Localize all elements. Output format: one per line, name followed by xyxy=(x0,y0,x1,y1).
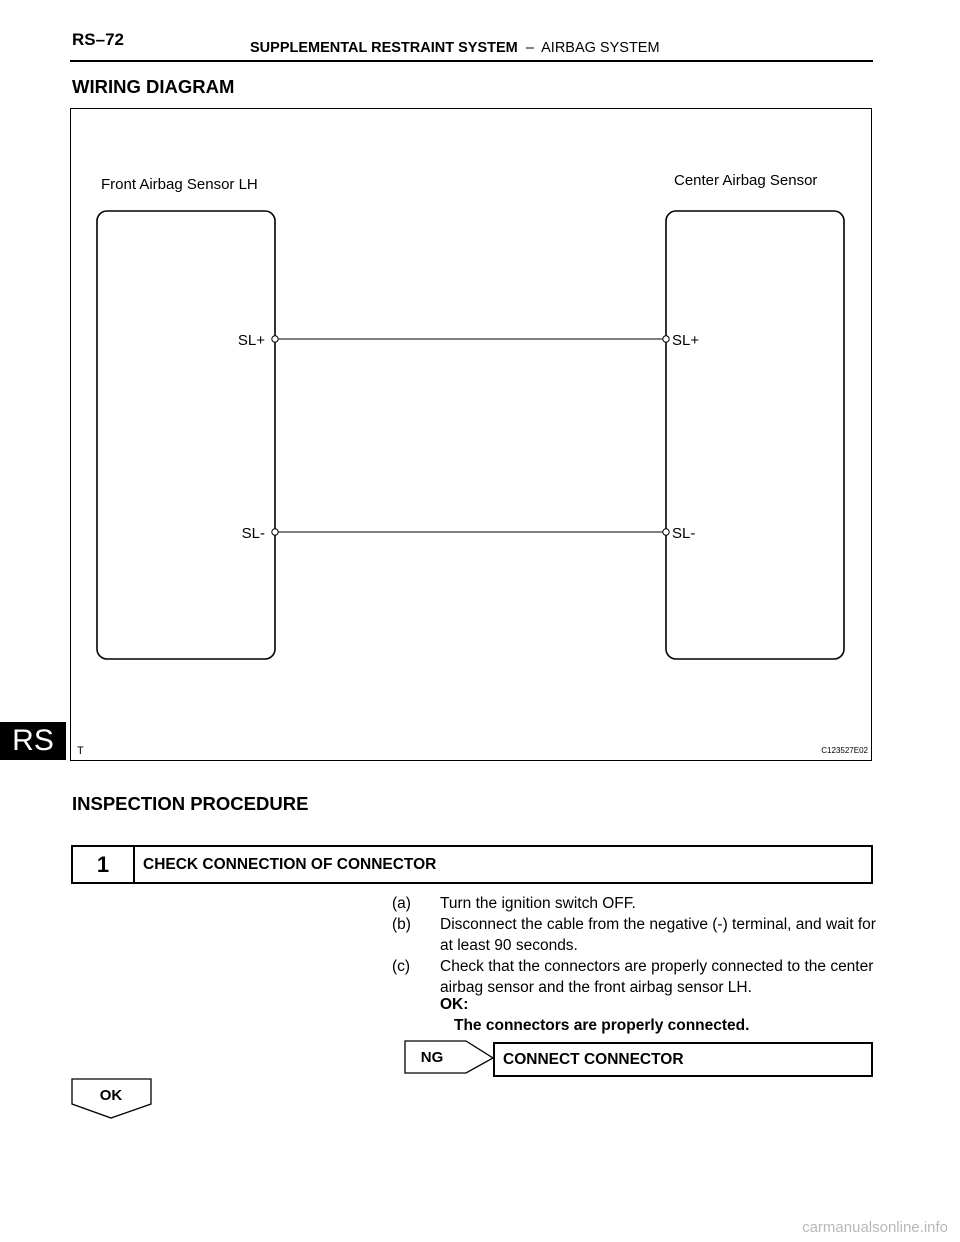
header-rule xyxy=(70,60,873,62)
right-component-label: Center Airbag Sensor xyxy=(674,172,818,189)
ok-criteria-text: The connectors are properly connected. xyxy=(454,1017,750,1034)
terminal-right-sl-plus xyxy=(663,336,669,342)
figure-id: C123527E02 xyxy=(821,746,868,755)
left-pin-sl-plus: SL+ xyxy=(237,332,265,349)
front-airbag-sensor-lh-box xyxy=(97,211,275,659)
terminal-right-sl-minus xyxy=(663,529,669,535)
ng-arrow xyxy=(404,1040,496,1076)
wiring-diagram-svg xyxy=(71,109,873,762)
inspection-procedure-heading: INSPECTION PROCEDURE xyxy=(72,793,309,814)
terminal-left-sl-plus xyxy=(272,336,278,342)
center-airbag-sensor-box xyxy=(666,211,844,659)
step-title: CHECK CONNECTION OF CONNECTOR xyxy=(143,856,437,873)
procedure-item-b xyxy=(392,914,882,956)
left-component-label: Front Airbag Sensor LH xyxy=(101,176,258,193)
terminal-left-sl-minus xyxy=(272,529,278,535)
ng-action-box: CONNECT CONNECTOR xyxy=(493,1042,873,1077)
left-pin-sl-minus: SL- xyxy=(241,525,265,542)
ng-label: NG xyxy=(420,1049,444,1066)
procedure-item-label: (c) xyxy=(392,958,411,975)
ok-arrow xyxy=(71,1078,153,1120)
section-side-tab: RS xyxy=(0,722,66,760)
page-number: RS–72 xyxy=(72,30,124,49)
section-title-bold: SUPPLEMENTAL RESTRAINT SYSTEM xyxy=(250,40,518,56)
step-number: 1 xyxy=(73,847,135,882)
procedure-item-label: (a) xyxy=(392,895,411,912)
page-section-title xyxy=(250,40,660,56)
diagram-corner-mark: T xyxy=(77,745,84,757)
procedure-item-c xyxy=(392,956,882,998)
procedure-item-text: Check that the connectors are properly connected to the center airbag sensor and the front airbag sensor LH. xyxy=(440,958,874,996)
ok-criteria-label: OK: xyxy=(440,996,469,1013)
procedure-item-label: (b) xyxy=(392,916,411,933)
right-pin-sl-minus: SL- xyxy=(672,525,696,542)
step-1-box xyxy=(71,845,873,884)
ok-flow-label: OK xyxy=(99,1087,123,1104)
wiring-diagram xyxy=(70,108,872,761)
section-title-rest: – AIRBAG SYSTEM xyxy=(517,40,660,56)
wiring-diagram-heading: WIRING DIAGRAM xyxy=(72,76,235,97)
site-watermark: carmanualsonline.info xyxy=(802,1219,948,1236)
right-pin-sl-plus: SL+ xyxy=(672,332,700,349)
procedure-item-text: Disconnect the cable from the negative (-) terminal, and wait for at least 90 seconds. xyxy=(440,916,876,954)
procedure-item-a xyxy=(392,893,882,914)
procedure-item-text: Turn the ignition switch OFF. xyxy=(440,895,636,912)
